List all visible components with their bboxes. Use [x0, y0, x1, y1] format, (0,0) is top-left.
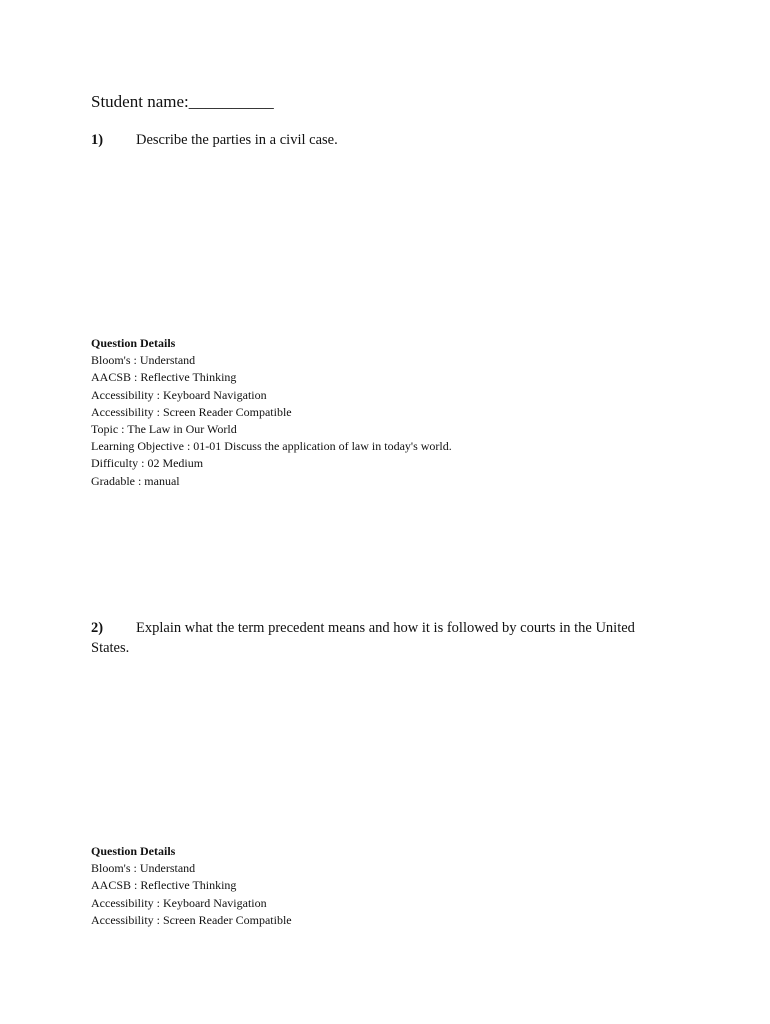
- detail-line: Bloom's : Understand: [91, 861, 196, 876]
- question-1: [91, 130, 671, 150]
- detail-line: Topic : The Law in Our World: [91, 422, 237, 437]
- question-number: 1): [91, 132, 104, 148]
- question-details-heading: Question Details: [91, 336, 176, 350]
- detail-line: AACSB : Reflective Thinking: [91, 878, 237, 893]
- detail-line: Accessibility : Keyboard Navigation: [91, 387, 267, 402]
- question-2: [91, 618, 671, 658]
- question-details-2: [91, 843, 292, 929]
- detail-line: Accessibility : Keyboard Navigation: [91, 895, 267, 910]
- detail-line: Accessibility : Screen Reader Compatible: [91, 912, 292, 927]
- detail-line: Difficulty : 02 Medium: [91, 456, 204, 471]
- detail-line: Gradable : manual: [91, 473, 180, 488]
- detail-line: Bloom's : Understand: [91, 353, 196, 368]
- detail-line: AACSB : Reflective Thinking: [91, 370, 237, 385]
- question-text: Explain what the term precedent means and how it is followed by courts in the United States.: [91, 620, 635, 656]
- detail-line: Learning Objective : 01-01 Discuss the application of law in today's world.: [91, 439, 452, 454]
- detail-line: Accessibility : Screen Reader Compatible: [91, 404, 292, 419]
- question-details-1: [91, 335, 452, 490]
- question-number: 2): [91, 620, 104, 636]
- question-text: Describe the parties in a civil case.: [136, 132, 338, 148]
- student-name-label: Student name:__________: [91, 92, 274, 111]
- question-details-heading: Question Details: [91, 844, 176, 858]
